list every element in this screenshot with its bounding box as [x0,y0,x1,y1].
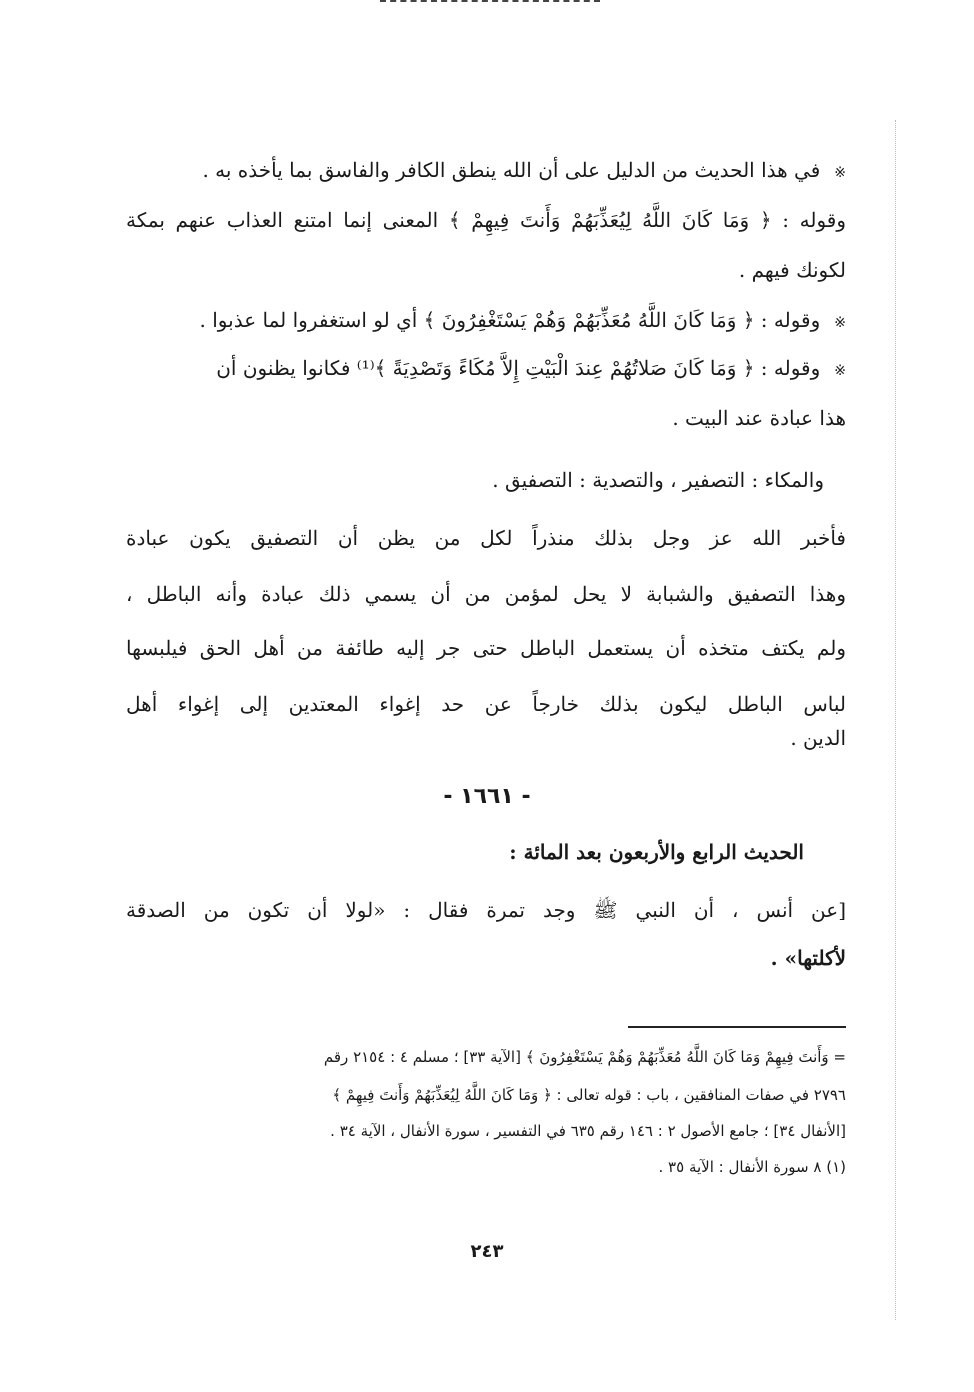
star-bullet-icon: ※ [834,315,846,331]
hadith-line-2: لأكلتها» . [770,946,846,970]
hadith-line-1: [عن أنس ، أن النبي ﷺ وجد تمرة فقال : «لولا أن تكون من الصدقة [126,898,846,922]
scan-margin-dots [893,120,896,1320]
text-line-5: ※وقوله : ﴿ وَمَا كَانَ صَلاتُهُمْ عِندَ الْبَيْتِ إِلاَّ مُكَاءً وَتَصْدِيَةً ﴾⁽¹⁾ فكانوا يظنون أن [216,356,846,380]
star-bullet-icon: ※ [834,165,846,181]
text-line-3: لكونك فيهم . [738,258,846,282]
scan-top-marks [380,0,600,12]
text-line-9: وهذا التصفيق والشبابة لا يحل لمؤمن من أن يسمي ذلك عبادة وأنه الباطل ، [126,582,846,606]
text-line-6: هذا عبادة عند البيت . [672,406,846,430]
text-line-10: ولم يكتف متخذه أن يستعمل الباطل حتى جر إليه طائفة من أهل الحق فيلبسها [126,636,846,660]
text-line-12: الدين . [790,726,846,750]
text-line-7: والمكاء : التصفير ، والتصدية : التصفيق . [492,468,824,492]
text-line-2: وقوله : ﴿ وَمَا كَانَ اللَّهُ لِيُعَذِّبَهُمْ وَأَنتَ فِيهِمْ ﴾ المعنى إنما امتنع العذاب عنهم بمكة [126,208,846,232]
footnote-line-2: ٢٧٩٦ في صفات المنافقين ، باب : قوله تعالى : ﴿ وَمَا كَانَ اللَّهُ لِيُعَذِّبَهُمْ وَأَنتَ فِيهِمْ ﴾ [332,1086,846,1104]
text-line-1: ※في هذا الحديث من الدليل على أن الله ينطق الكافر والفاسق بما يأخذه به . [202,158,846,182]
star-bullet-icon: ※ [834,363,846,379]
text-line-4: ※وقوله : ﴿ وَمَا كَانَ اللَّهُ مُعَذِّبَهُمْ وَهُمْ يَسْتَغْفِرُونَ ﴾ أي لو استغفروا لما عذبوا . [199,308,846,332]
text-line-8: فأخبر الله عز وجل بذلك منذراً لكل من يظن أن التصفيق يكون عبادة [126,526,846,550]
hadith-number: - ١٦٦١ - [443,784,531,809]
footnote-separator [628,1026,846,1028]
footnote-line-3: [الأنفال ٣٤] ؛ جامع الأصول ٢ : ١٤٦ رقم ٦٣٥ في التفسير ، سورة الأنفال ، الآية ٣٤ . [330,1122,846,1140]
footnote-line-1: = وَأَنتَ فِيهِمْ وَمَا كَانَ اللَّهُ مُعَذِّبَهُمْ وَهُمْ يَسْتَغْفِرُونَ ﴾ [الآية ٣٣] ؛ مسلم ٤ : ٢١٥٤ رقم [323,1048,846,1066]
hadith-heading: الحديث الرابع والأربعون بعد المائة : [509,840,804,864]
page-number: ٢٤٣ [470,1241,504,1262]
text-line-11: لباس الباطل ليكون بذلك خارجاً عن حد إغواء المعتدين إلى إغواء أهل [126,692,846,716]
footnote-line-4: (١) ٨ سورة الأنفال : الآية ٣٥ . [658,1158,846,1176]
